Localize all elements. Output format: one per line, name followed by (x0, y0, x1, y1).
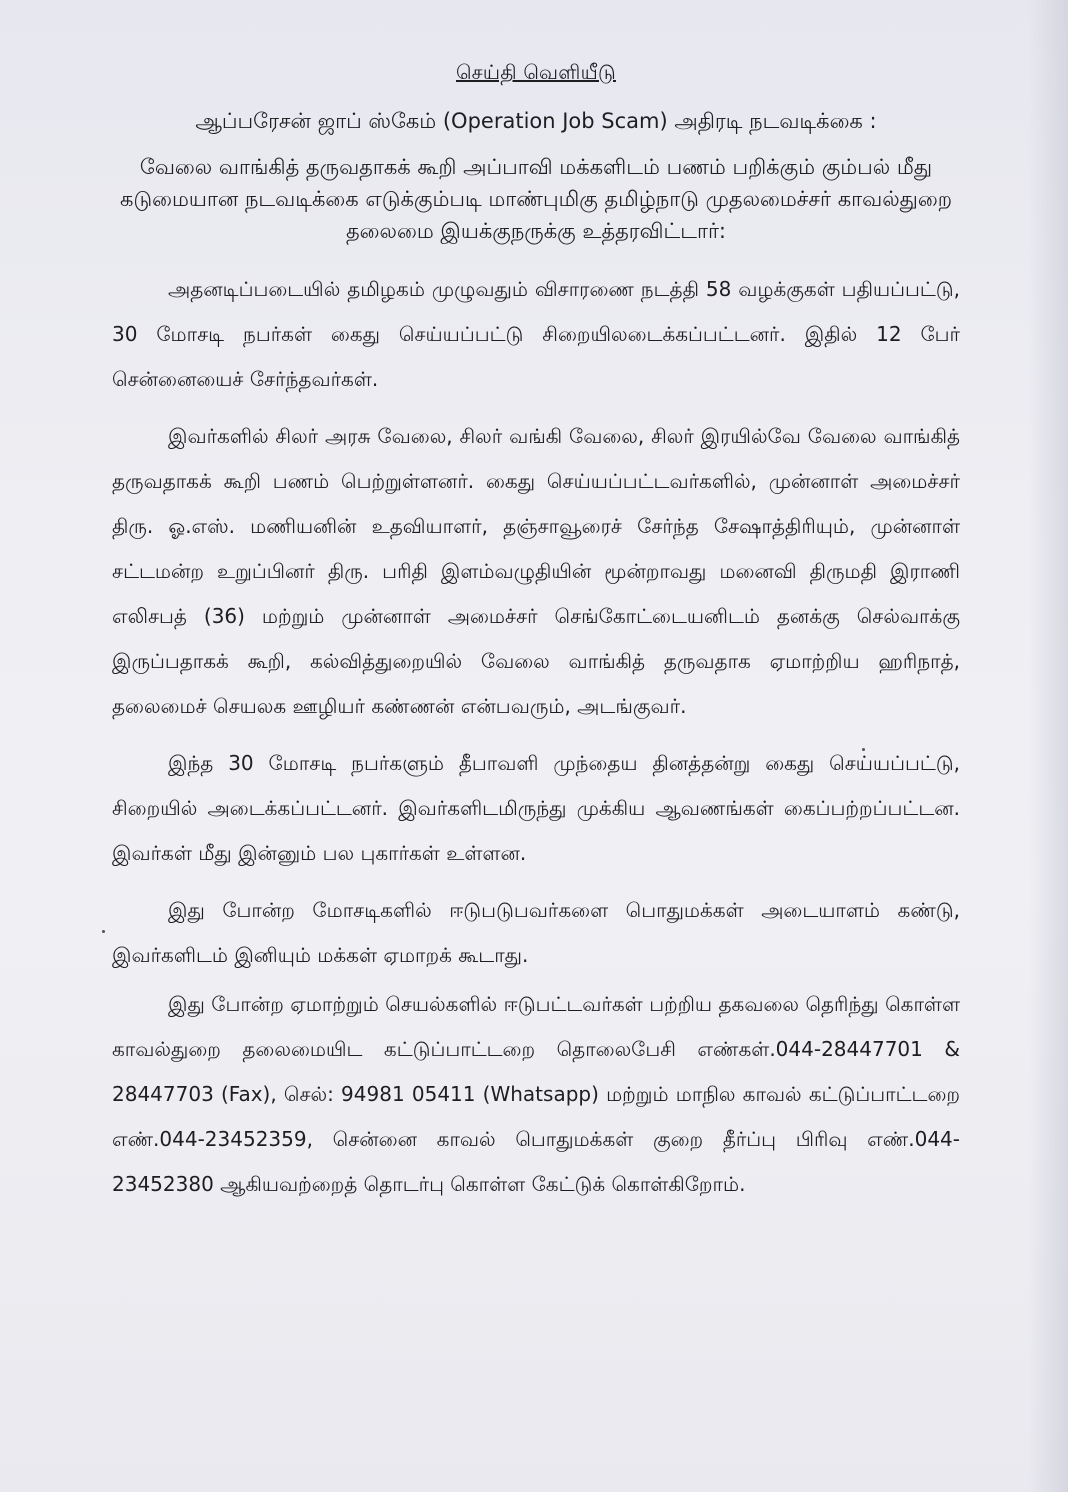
document-title: செய்தி வெளியீடு (456, 60, 616, 84)
press-release (112, 60, 960, 1219)
paragraph-public-advisory: இது போன்ற மோசடிகளில் ஈடுபடுபவர்களை பொதுமக்கள் அடையாளம் கண்டு, இவர்களிடம் இனியும் மக்கள் ஏமாறக் கூடாது. (112, 898, 960, 967)
paper-speck (862, 748, 865, 751)
paragraph-documents-seized: இந்த 30 மோசடி நபர்களும் தீபாவளி முந்தைய தினத்தன்று கைது செய்யப்பட்டு, சிறையில் அடைக்கப்பட்டனர். இவர்களிடமிருந்து முக்கிய ஆவணங்கள் கைப்பற்றப்பட்டன. இவர்கள் மீது இன்னும் பல புகார்கள் உள்ளன. (112, 751, 960, 865)
paragraph-arrests: அதனடிப்படையில் தமிழகம் முழுவதும் விசாரணை நடத்தி 58 வழக்குகள் பதியப்பட்டு, 30 மோசடி நபர்கள் கைது செய்யப்பட்டு சிறையிலடைக்கப்பட்டனர். இதில் 12 பேர் சென்னையைச் சேர்ந்தவர்கள். (112, 277, 960, 391)
headline: ஆப்பரேசன் ஜாப் ஸ்கேம் (Operation Job Scam) அதிரடி நடவடிக்கை : (195, 109, 877, 133)
paragraph-accused-details: இவர்களில் சிலர் அரசு வேலை, சிலர் வங்கி வேலை, சிலர் இரயில்வே வேலை வாங்கித் தருவதாகக் கூறி பணம் பெற்றுள்ளனர். கைது செய்யப்பட்டவர்களில், முன்னாள் அமைச்சர் திரு. ஓ.எஸ். மணியனின் உதவியாளர், தஞ்சாவூரைச் சேர்ந்த சேஷாத்திரியும், முன்னாள் சட்டமன்ற உறுப்பினர் திரு. பரிதி இளம்வழுதியின் மூன்றாவது மனைவி திருமதி இராணி எலிசபத் (36) மற்றும் முன்னாள் அமைச்சர் செங்கோட்டையனிடம் தனக்கு செல்வாக்கு இருப்பதாகக் கூறி, கல்வித்துறையில் வேலை வாங்கித் தருவதாக ஏமாற்றிய ஹரிநாத், தலைமைச் செயலக ஊழியர் கண்ணன் என்பவரும், அடங்குவர். (112, 424, 960, 718)
page-edge-shadow (1028, 0, 1068, 1492)
paragraph-contact-numbers: இது போன்ற ஏமாற்றும் செயல்களில் ஈடுபட்டவர்கள் பற்றிய தகவலை தெரிந்து கொள்ள காவல்துறை தலைமையிட கட்டுப்பாட்டறை தொலைபேசி எண்கள்.044-28447701 & 28447703 (Fax), செல்: 94981 05411 (Whatsapp) மற்றும் மாநில காவல் கட்டுப்பாட்டறை எண்.044-23452359, சென்னை காவல் பொதுமக்கள் குறை தீர்ப்பு பிரிவு எண்.044-23452380 ஆகியவற்றைத் தொடர்பு கொள்ள கேட்டுக் கொள்கிறோம். (112, 992, 960, 1196)
subheading: வேலை வாங்கித் தருவதாகக் கூறி அப்பாவி மக்களிடம் பணம் பறிக்கும் கும்பல் மீது கடுமையான நடவடிக்கை எடுக்கும்படி மாண்புமிகு தமிழ்நாடு முதலமைச்சர் காவல்துறை தலைமை இயக்குநருக்கு உத்தரவிட்டார்: (119, 155, 953, 243)
paper-speck (102, 930, 105, 933)
